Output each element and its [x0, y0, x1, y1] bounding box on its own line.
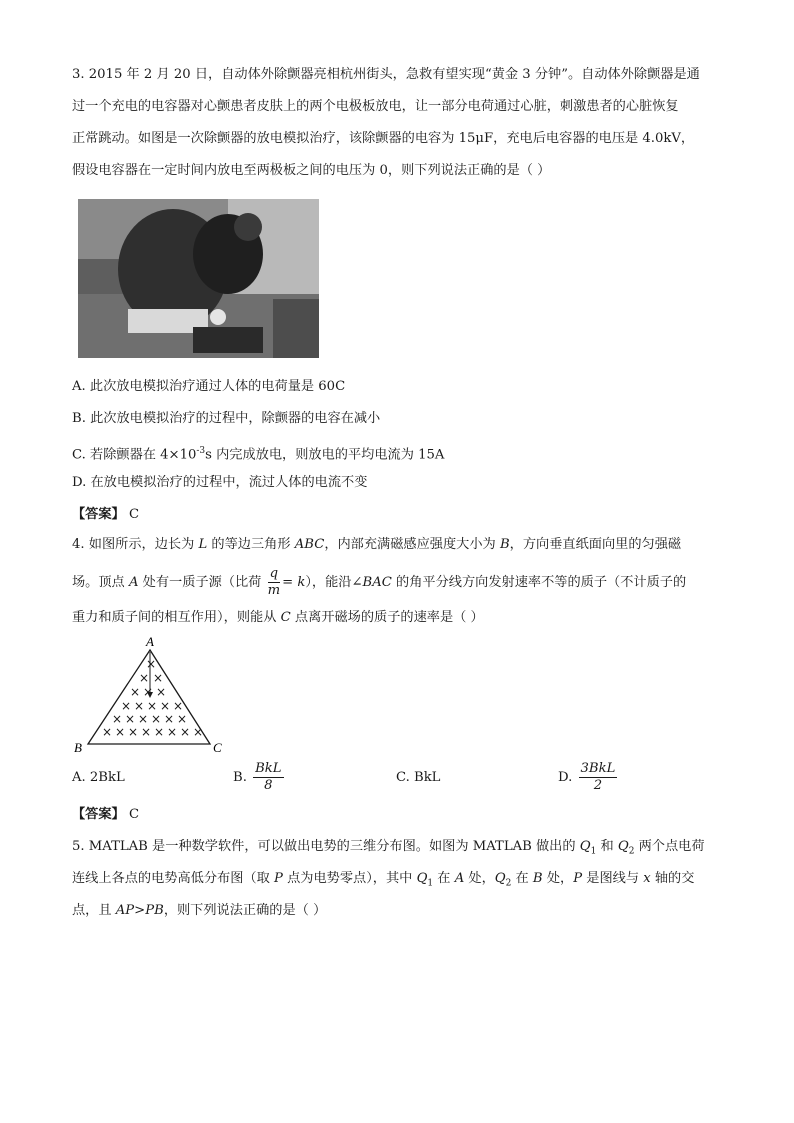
field-cross-mark: ×: [121, 699, 132, 713]
q5-stem-line-1: [72, 838, 705, 861]
q5-var-p: P: [274, 871, 283, 886]
fraction-denominator: 2: [593, 778, 603, 793]
field-cross-mark: ×: [153, 671, 164, 685]
fraction-denominator: 8: [264, 778, 273, 793]
q4-stem-line-2: [72, 566, 686, 600]
q5-text: 5. MATLAB 是一种数学软件，可以做出电势的三维分布图。如图为 MATLAB 做出的: [72, 839, 580, 854]
q4-var-bac: BAC: [362, 575, 392, 590]
triangle-magnetic-field-figure: [70, 634, 230, 756]
q3-option-c-prefix: C. 若除颤器在 4×10: [72, 447, 197, 463]
q5-text: 点为电势零点），其中: [282, 871, 417, 886]
q4-var-b: B: [499, 537, 510, 552]
q5-var-a: A: [454, 871, 465, 886]
q4-text: 的等边三角形: [207, 537, 295, 552]
q4-option-b: [233, 761, 286, 795]
q4-text: 重力和质子间的相互作用），则能从: [72, 610, 281, 625]
q4-option-c: C. BkL: [396, 770, 441, 785]
q4-option-d-label: D.: [558, 770, 573, 785]
q4-option-b-label: B.: [233, 770, 247, 785]
q5-text: 是图线与: [582, 871, 644, 886]
q4-option-d: [558, 761, 619, 795]
field-cross-mark: ×: [112, 712, 123, 726]
q4-option-b-fraction: [253, 761, 283, 794]
q4-answer: [72, 806, 139, 824]
field-cross-mark: ×: [102, 725, 113, 739]
field-cross-mark: ×: [147, 699, 158, 713]
q4-stem-line-1: [72, 536, 681, 554]
q4-stem-line-3: [72, 609, 484, 627]
q5-var-q1: Q: [579, 839, 591, 854]
q4-equals-k: = k: [282, 575, 306, 590]
q3-stem-line-3: 正常跳动。如图是一次除颤器的放电模拟治疗，该除颤器的电容为 15μF，充电后电容器的电压是 4.0kV，: [72, 131, 695, 146]
q5-var-q2: Q: [617, 839, 629, 854]
q4-option-d-fraction: [579, 761, 618, 794]
q4-text: 的角平分线方向发射速率不等的质子（不计质子的: [391, 575, 687, 590]
q3-option-c: [72, 442, 444, 464]
field-cross-mark: ×: [139, 671, 150, 685]
q3-answer: [72, 506, 139, 524]
q4-option-a: A. 2BkL: [72, 770, 125, 785]
q4-var-abc: ABC: [294, 537, 325, 552]
field-cross-mark: ×: [167, 725, 178, 739]
field-cross-mark: ×: [141, 725, 152, 739]
q5-var-ap: AP: [115, 903, 135, 918]
field-cross-mark: ×: [151, 712, 162, 726]
fraction-denominator: m: [267, 583, 281, 598]
field-cross-mark: ×: [160, 699, 171, 713]
q5-greater-than: >: [134, 903, 146, 918]
q5-text: 在: [511, 871, 533, 886]
q5-text: 在: [433, 871, 455, 886]
fraction-numerator: q: [268, 566, 281, 583]
field-cross-mark: ×: [164, 712, 175, 726]
field-cross-mark: ×: [115, 725, 126, 739]
q5-text: 处，: [464, 871, 495, 886]
q5-var-p: P: [573, 871, 583, 886]
q4-text: 点离开磁场的质子的速率是（ ）: [290, 610, 484, 625]
fraction-numerator: 3BkL: [580, 761, 616, 776]
vertex-label-a: A: [146, 634, 154, 649]
field-cross-mark: ×: [193, 725, 204, 739]
field-cross-mark: ×: [130, 685, 141, 699]
q5-text: ，则下列说法正确的是（ ）: [163, 903, 327, 918]
q5-var-b: B: [532, 871, 543, 886]
q4-var-c: C: [280, 610, 291, 625]
q4-text: ，方向垂直纸面向里的匀强磁: [509, 537, 682, 552]
field-cross-mark: ×: [125, 712, 136, 726]
q5-text: 点，且: [72, 903, 116, 918]
charge-mass-ratio-fraction: [268, 566, 281, 599]
q3-stem-line-2: 过一个充电的电容器对心颤患者皮肤上的两个电极板放电，让一部分电荷通过心脏，刺激患者的心脏恢复: [72, 99, 679, 114]
field-cross-mark: ×: [156, 685, 167, 699]
field-cross-mark: ×: [138, 712, 149, 726]
field-cross-mark: ×: [177, 712, 188, 726]
q3-option-c-exponent: -3: [196, 446, 206, 456]
q4-text: 场。顶点: [72, 575, 129, 590]
q4-answer-value: C: [128, 807, 140, 822]
q5-subscript: 1: [590, 846, 597, 857]
q5-subscript: 2: [505, 878, 512, 889]
field-cross-mark: ×: [146, 657, 157, 671]
q5-stem-line-3: [72, 902, 326, 920]
q5-stem-line-2: [72, 870, 694, 893]
q4-text: ），能沿∠: [305, 575, 363, 590]
magnetic-field-crosses: [102, 657, 203, 739]
q5-text: 轴的交: [650, 871, 695, 886]
q3-stem-line-4: 假设电容器在一定时间内放电至两极板之间的电压为 0，则下列说法正确的是（ ）: [72, 163, 551, 178]
q3-option-c-suffix: s 内完成放电，则放电的平均电流为 15A: [205, 447, 445, 463]
q3-option-b: B. 此次放电模拟治疗的过程中，除颤器的电容在减小: [72, 411, 381, 426]
q4-var-a: A: [128, 575, 139, 590]
q5-subscript: 2: [628, 846, 635, 857]
q4-text: ，内部充满磁感应强度大小为: [324, 537, 500, 552]
q5-var-x: x: [643, 871, 651, 886]
field-cross-mark: ×: [143, 685, 154, 699]
q4-answer-label: 【答案】: [72, 807, 125, 822]
q5-text: 两个点电荷: [634, 839, 705, 854]
q3-option-a: A. 此次放电模拟治疗通过人体的电荷量是 60C: [72, 379, 346, 394]
field-cross-mark: ×: [173, 699, 184, 713]
q3-answer-value: C: [128, 507, 140, 522]
q5-text: 处，: [542, 871, 574, 886]
q3-stem-line-1: 3. 2015 年 2 月 20 日，自动体外除颤器亮相杭州街头，急救有望实现“黄金 3 分钟”。自动体外除颤器是通: [72, 67, 700, 82]
vertex-label-b: B: [74, 740, 82, 755]
field-cross-mark: ×: [128, 725, 139, 739]
q5-var-q1: Q: [416, 871, 428, 886]
field-cross-mark: ×: [134, 699, 145, 713]
q3-answer-label: 【答案】: [72, 507, 125, 522]
field-cross-mark: ×: [154, 725, 165, 739]
q5-var-pb: PB: [145, 903, 164, 918]
q4-text: 处有一质子源（比荷: [138, 575, 266, 590]
q5-text: 连线上各点的电势高低分布图（取: [72, 871, 275, 886]
q5-var-q2: Q: [494, 871, 506, 886]
q5-text: 和: [596, 839, 618, 854]
q5-subscript: 1: [427, 878, 434, 889]
field-cross-mark: ×: [180, 725, 191, 739]
fraction-numerator: BkL: [255, 761, 282, 776]
vertex-label-c: C: [213, 740, 222, 755]
q3-option-d: D. 在放电模拟治疗的过程中，流过人体的电流不变: [72, 475, 368, 490]
defibrillator-photo: [78, 199, 319, 358]
q4-text: 4. 如图所示，边长为: [72, 537, 199, 552]
q4-var-l: L: [198, 537, 208, 552]
